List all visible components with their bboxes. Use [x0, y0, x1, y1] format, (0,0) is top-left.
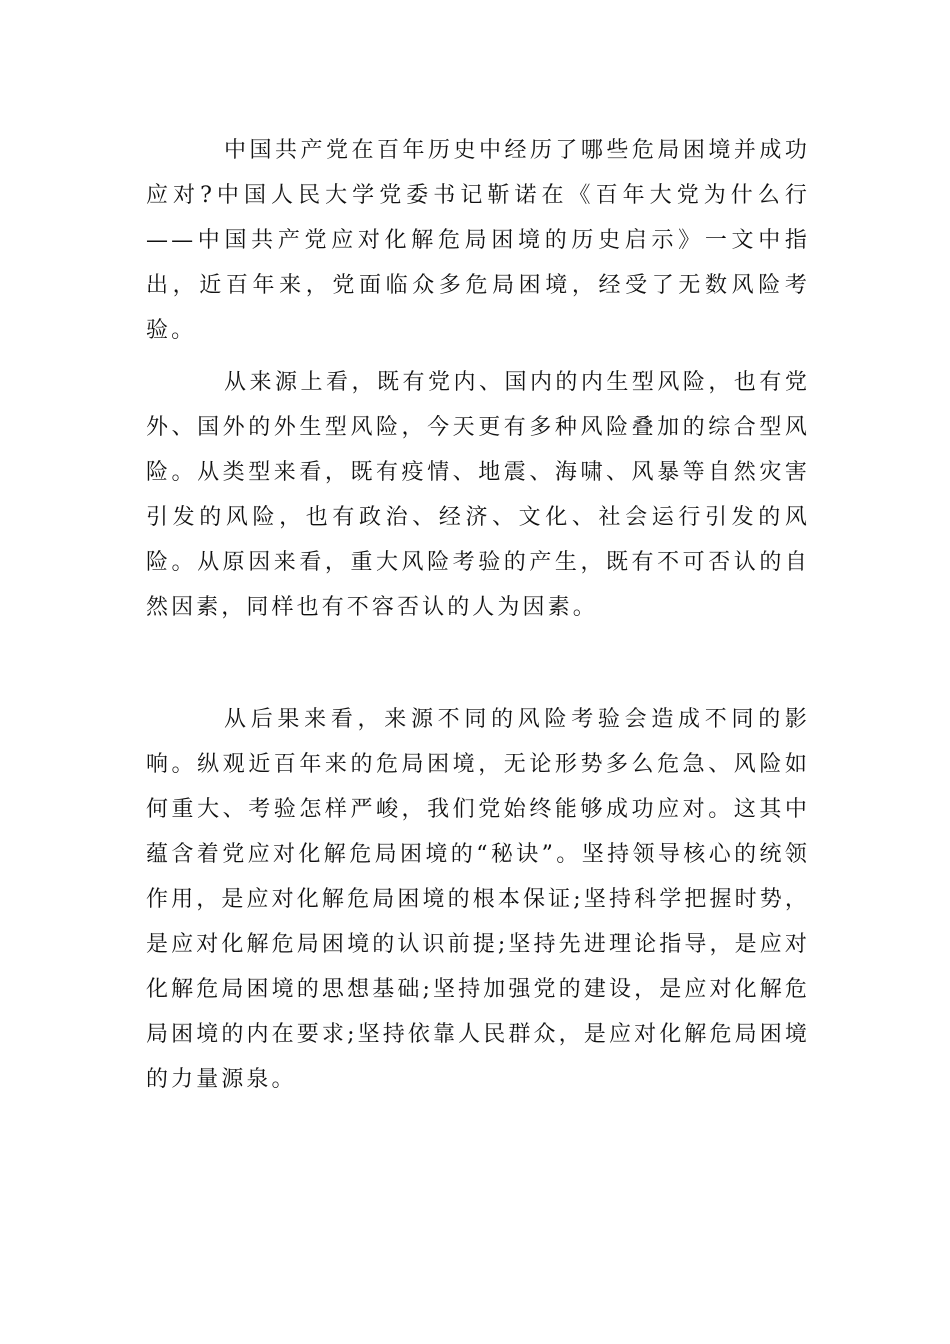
paragraph-1: 中国共产党在百年历史中经历了哪些危局困境并成功应对?中国人民大学党委书记靳诺在《百年大党为什么行——中国共产党应对化解危局困境的历史启示》一文中指出，近百年来，党面临众多危局困境，经受了无数风险考验。: [146, 138, 810, 343]
paragraph-2: 从来源上看，既有党内、国内的内生型风险，也有党外、国外的外生型风险，今天更有多种风险叠加的综合型风险。从类型来看，既有疫情、地震、海啸、风暴等自然灾害引发的风险，也有政治、经济、文化、社会运行引发的风险。从原因来看，重大风险考验的产生，既有不可否认的自然因素，同样也有不容否认的人为因素。: [146, 370, 810, 620]
paragraph-3: 从后果来看，来源不同的风险考验会造成不同的影响。纵观近百年来的危局困境，无论形势多么危急、风险如何重大、考验怎样严峻，我们党始终能够成功应对。这其中蕴含着党应对化解危局困境的“秘诀”。坚持领导核心的统领作用，是应对化解危局困境的根本保证;坚持科学把握时势，是应对化解危局困境的认识前提;坚持先进理论指导，是应对化解危局困境的思想基础;坚持加强党的建设，是应对化解危局困境的内在要求;坚持依靠人民群众，是应对化解危局困境的力量源泉。: [146, 707, 810, 1092]
